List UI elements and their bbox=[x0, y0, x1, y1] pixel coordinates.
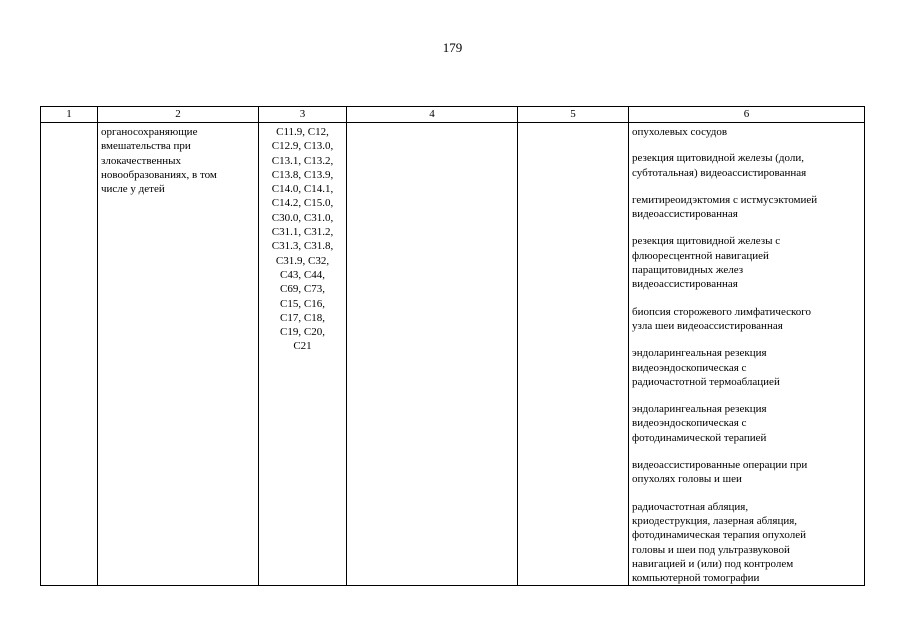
icd-code-line: C31.3, C31.8, bbox=[271, 240, 334, 253]
method-line: опухолевых сосудов bbox=[632, 126, 728, 138]
method-line: паращитовидных желез bbox=[632, 264, 744, 277]
icd-code-line: C14.0, C14.1, bbox=[271, 183, 334, 196]
cell-col4 bbox=[347, 123, 518, 586]
icd-code-line: C14.2, C15.0, bbox=[271, 197, 334, 210]
method-line: резекция щитовидной железы с bbox=[632, 235, 781, 248]
method-line: эндоларингеальная резекция bbox=[632, 403, 767, 416]
icd-code-line: C17, C18, bbox=[280, 311, 325, 324]
method-line: радиочастотной термоаблацией bbox=[632, 375, 780, 388]
icd-code-line: C19, C20, bbox=[280, 326, 325, 339]
method-line: видеоэндоскопическая с bbox=[632, 417, 747, 430]
procedure-group-line: злокачественных bbox=[101, 154, 182, 167]
method-line: навигацией и (или) под контролем bbox=[632, 557, 794, 570]
icd-code-line: C30.0, C31.0, bbox=[271, 211, 334, 224]
column-header-1: 1 bbox=[41, 107, 98, 123]
icd-code-line: C31.1, C31.2, bbox=[271, 226, 334, 239]
method-line: гемитиреоидэктомия с истмусэктомией bbox=[632, 193, 818, 206]
procedure-group-line: вмешательства при bbox=[101, 140, 191, 153]
method-line: видеоассистированные операции при bbox=[632, 459, 808, 472]
column-header-3: 3 bbox=[259, 107, 347, 123]
method-line: фотодинамическая терапия опухолей bbox=[632, 529, 806, 542]
method-item bbox=[632, 458, 861, 487]
cell-icd-codes bbox=[259, 123, 347, 586]
method-line: компьютерной томографии bbox=[632, 572, 760, 585]
page-number: 179 bbox=[442, 40, 463, 55]
method-line: субтотальная) видеоассистированная bbox=[632, 166, 807, 179]
cell-col5 bbox=[518, 123, 629, 586]
method-item bbox=[632, 500, 861, 586]
cell-col1 bbox=[41, 123, 98, 586]
method-line: видеоассистированная bbox=[632, 208, 738, 221]
column-header-6: 6 bbox=[629, 107, 865, 123]
method-line: головы и шеи под ультразвуковой bbox=[632, 543, 790, 556]
procedure-group-line: числе у детей bbox=[101, 183, 165, 196]
method-line: флюоресцентной навигацией bbox=[632, 249, 769, 262]
method-line: узла шеи видеоассистированная bbox=[632, 319, 783, 332]
icd-code-line: C43, C44, bbox=[280, 268, 325, 281]
method-line: радиочастотная абляция, bbox=[632, 500, 749, 513]
column-header-2: 2 bbox=[98, 107, 259, 123]
method-line: видеоэндоскопическая с bbox=[632, 361, 747, 374]
icd-code-line: C21 bbox=[293, 340, 312, 353]
icd-code-line: C31.9, C32, bbox=[275, 254, 330, 267]
method-line: эндоларингеальная резекция bbox=[632, 347, 767, 360]
medical-procedures-table bbox=[40, 106, 865, 586]
icd-code-line: C13.8, C13.9, bbox=[271, 168, 334, 181]
cell-procedure-group bbox=[98, 123, 259, 586]
method-item bbox=[632, 346, 861, 389]
icd-code-line: C12.9, C13.0, bbox=[271, 140, 334, 153]
table-header-row bbox=[41, 107, 865, 123]
procedure-group-line: органосохраняющие bbox=[101, 126, 198, 138]
table-row bbox=[41, 123, 865, 586]
icd-code-line: C13.1, C13.2, bbox=[271, 154, 334, 167]
column-header-4: 4 bbox=[347, 107, 518, 123]
method-item bbox=[632, 234, 861, 291]
method-item bbox=[632, 305, 861, 334]
method-line: биопсия сторожевого лимфатического bbox=[632, 305, 812, 318]
method-line: опухолях головы и шеи bbox=[632, 473, 742, 486]
icd-code-line: C69, C73, bbox=[280, 283, 325, 296]
method-item bbox=[632, 193, 861, 222]
method-item bbox=[632, 151, 861, 180]
icd-code-line: C15, C16, bbox=[280, 297, 325, 310]
procedure-group-line: новообразованиях, в том bbox=[101, 168, 217, 181]
column-header-5: 5 bbox=[518, 107, 629, 123]
method-line: видеоассистированная bbox=[632, 278, 738, 291]
method-line: криодеструкция, лазерная абляция, bbox=[632, 514, 798, 527]
method-item bbox=[632, 402, 861, 445]
icd-code-line: C11.9, C12, bbox=[276, 126, 329, 138]
cell-treatment-methods bbox=[629, 123, 865, 586]
method-line: фотодинамической терапией bbox=[632, 431, 767, 444]
method-item bbox=[632, 125, 861, 139]
method-line: резекция щитовидной железы (доли, bbox=[632, 152, 804, 165]
